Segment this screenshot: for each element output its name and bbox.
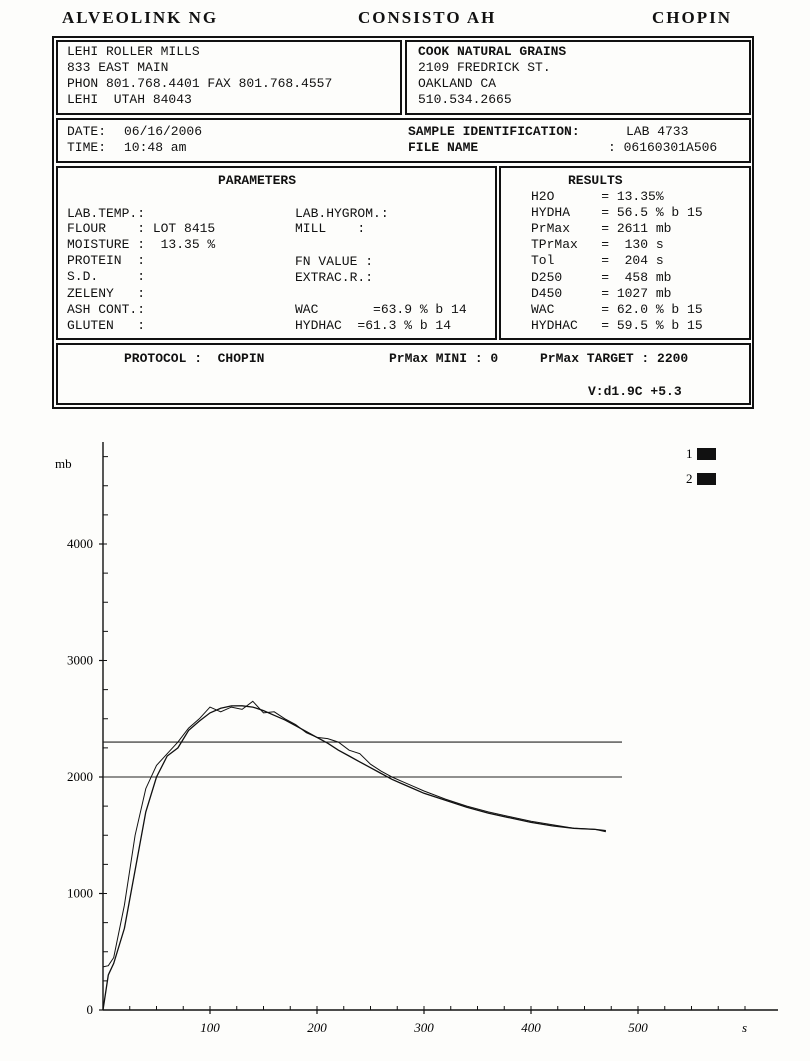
x-tick-label: 500 (628, 1020, 648, 1035)
x-axis-label: s (742, 1020, 748, 1035)
parameters-title: PARAMETERS (218, 173, 297, 188)
legend-swatch (697, 448, 716, 460)
sample-id-value: LAB 4733 (626, 124, 689, 139)
parameter-line: MILL : (295, 221, 366, 236)
customer-address-line: 510.534.2665 (418, 92, 512, 107)
time-value: 10:48 am (124, 140, 187, 155)
date-label: DATE: (67, 124, 107, 139)
result-line: HYDHAC = 59.5 % b 15 (531, 318, 703, 333)
alveograph-chart (0, 420, 810, 1060)
parameter-line: PROTEIN : (67, 253, 146, 268)
time-label: TIME: (67, 140, 107, 155)
module-title: CONSISTO AH (358, 8, 497, 27)
customer-name: COOK NATURAL GRAINS (418, 44, 567, 59)
y-tick-label: 3000 (67, 652, 93, 668)
parameter-line: ZELENY : (67, 286, 146, 301)
result-line: HYDHA = 56.5 % b 15 (531, 205, 703, 220)
parameter-line: LAB.TEMP.: (67, 206, 146, 221)
legend-label: 1 (686, 446, 693, 461)
result-line: WAC = 62.0 % b 15 (531, 302, 703, 317)
result-line: D250 = 458 mb (531, 270, 672, 285)
lab-address-line: PHON 801.768.4401 FAX 801.768.4557 (67, 76, 333, 91)
parameter-line: FN VALUE : (295, 254, 374, 269)
parameter-line: S.D. : (67, 269, 146, 284)
parameter-line: MOISTURE : 13.35 % (67, 237, 216, 252)
version: V:d1.9C +5.3 (588, 384, 682, 399)
parameter-line: FLOUR : LOT 8415 (67, 221, 216, 236)
x-tick-label: 100 (200, 1020, 220, 1035)
prmax-target: PrMax TARGET : 2200 (540, 351, 689, 366)
result-line: PrMax = 2611 mb (531, 221, 672, 236)
prmax-mini: PrMax MINI : 0 (389, 351, 499, 366)
lab-address-line: LEHI UTAH 84043 (67, 92, 192, 107)
file-name-value: : 06160301A506 (608, 140, 718, 155)
legend-label: 2 (686, 471, 693, 486)
result-line: D450 = 1027 mb (531, 286, 672, 301)
parameter-line: LAB.HYGROM.: (295, 206, 389, 221)
test-title: CHOPIN (652, 8, 732, 27)
result-line: Tol = 204 s (531, 253, 664, 268)
parameter-line: WAC =63.9 % b 14 (295, 302, 467, 317)
x-tick-label: 400 (521, 1020, 541, 1035)
legend-swatch (697, 473, 716, 485)
lab-address-line: LEHI ROLLER MILLS (67, 44, 200, 59)
y-tick-label: 0 (86, 1002, 93, 1017)
y-tick-label: 4000 (67, 536, 93, 551)
y-tick-label: 2000 (67, 769, 93, 784)
parameter-line: HYDHAC =61.3 % b 14 (295, 318, 452, 333)
results-title: RESULTS (568, 173, 623, 188)
lab-address-line: 833 EAST MAIN (67, 60, 169, 75)
protocol-label: PROTOCOL : CHOPIN (124, 351, 265, 366)
sample-id-label: SAMPLE IDENTIFICATION: (408, 124, 580, 139)
series-line-2 (103, 701, 606, 967)
file-name-label: FILE NAME (408, 140, 479, 155)
x-tick-label: 300 (414, 1020, 434, 1035)
parameter-line: EXTRAC.R.: (295, 270, 374, 285)
y-tick-label: 1000 (67, 885, 93, 901)
customer-address-line: 2109 FREDRICK ST. (418, 60, 551, 75)
y-axis-label: mb (55, 456, 72, 471)
result-line: TPrMax = 130 s (531, 237, 664, 252)
result-line: H2O = 13.35% (531, 189, 664, 204)
date-value: 06/16/2006 (124, 124, 203, 139)
customer-address-line: OAKLAND CA (418, 76, 497, 91)
parameter-line: GLUTEN : (67, 318, 146, 333)
parameter-line: ASH CONT.: (67, 302, 146, 317)
instrument-title: ALVEOLINK NG (62, 8, 219, 27)
x-tick-label: 200 (307, 1020, 327, 1035)
